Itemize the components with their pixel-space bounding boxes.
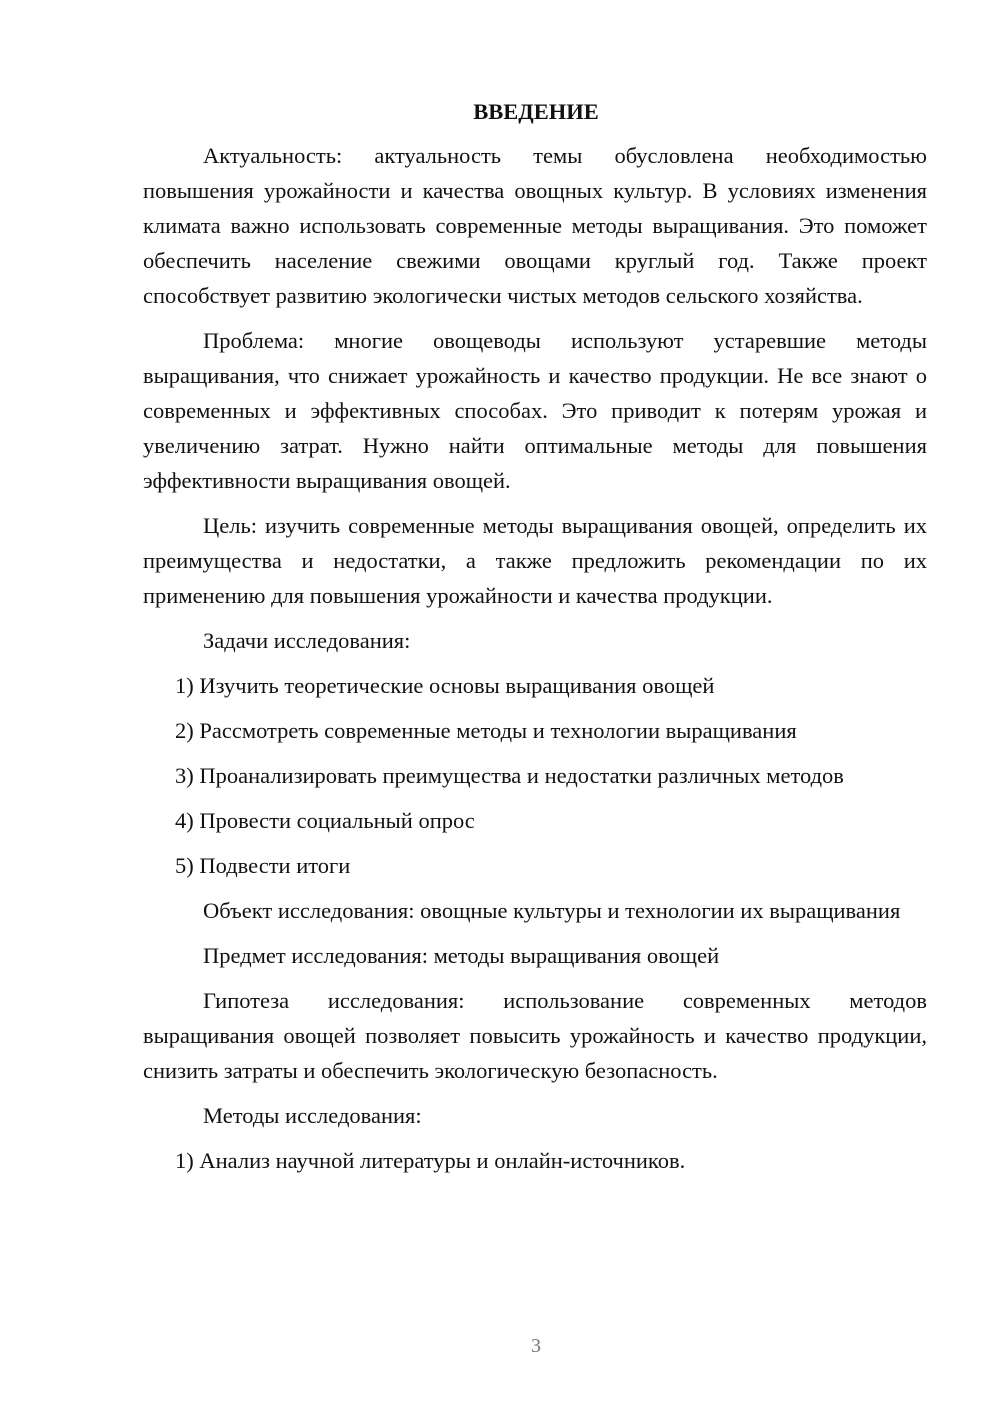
page-number: 3 xyxy=(531,1335,541,1357)
goal-paragraph: Цель: изучить современные методы выращивания овощей, определить их преимущества и недостатки, а также предложить рекомендации по их применению для повышения урожайности и качества продукции. xyxy=(143,513,927,608)
task-item-2: 2) Рассмотреть современные методы и технологии выращивания xyxy=(175,718,797,743)
object-paragraph: Объект исследования: овощные культуры и технологии их выращивания xyxy=(203,898,901,923)
relevance-paragraph: Актуальность: актуальность темы обусловлена необходимостью повышения урожайности и качества овощных культур. В условиях изменения климата важно использовать современные методы выращивания. Это поможет обеспечить население свежими овощами круглый год. Также проект способствует развитию экологически чистых методов сельского хозяйства. xyxy=(143,143,927,308)
task-item-3: 3) Проанализировать преимущества и недостатки различных методов xyxy=(175,763,844,788)
task-item-4: 4) Провести социальный опрос xyxy=(175,808,475,833)
tasks-list xyxy=(143,668,927,883)
methods-heading: Методы исследования: xyxy=(203,1103,422,1128)
page-content xyxy=(143,94,927,1188)
problem-paragraph: Проблема: многие овощеводы используют устаревшие методы выращивания, что снижает урожайность и качество продукции. Не все знают о современных и эффективных способах. Это приводит к потерям урожая и увеличению затрат. Нужно найти оптимальные методы для повышения эффективности выращивания овощей. xyxy=(143,328,927,493)
methods-list xyxy=(143,1143,927,1178)
method-item-1: 1) Анализ научной литературы и онлайн-источников. xyxy=(175,1148,686,1173)
task-item-1: 1) Изучить теоретические основы выращивания овощей xyxy=(175,673,715,698)
task-item-5: 5) Подвести итоги xyxy=(175,853,351,878)
hypothesis-paragraph: Гипотеза исследования: использование современных методов выращивания овощей позволяет повысить урожайность и качество продукции, снизить затраты и обеспечить экологическую безопасность. xyxy=(143,988,927,1083)
page-title: ВВЕДЕНИЕ xyxy=(473,99,599,124)
tasks-heading: Задачи исследования: xyxy=(203,628,411,653)
subject-paragraph: Предмет исследования: методы выращивания овощей xyxy=(203,943,720,968)
